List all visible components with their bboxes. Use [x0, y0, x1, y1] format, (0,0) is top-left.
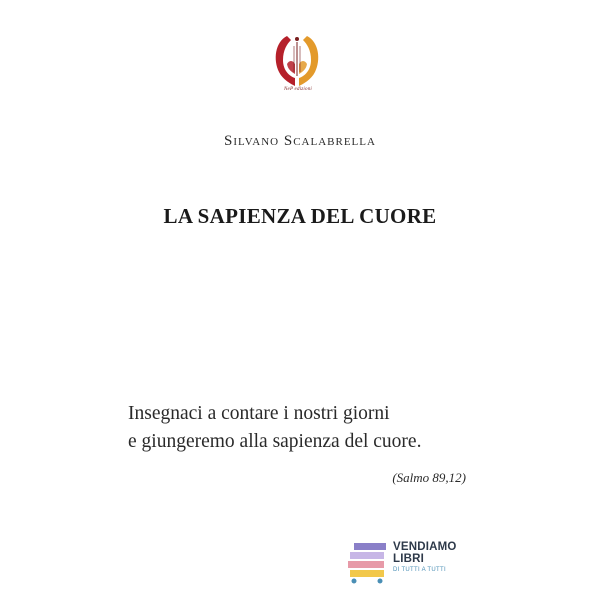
publisher-caption: NeP edizioni: [283, 87, 312, 92]
epigraph-line-2: e giungeremo alla sapienza del cuore.: [128, 431, 422, 452]
vendiamo-libri-badge: [346, 537, 456, 587]
lyre-hands-logo-icon: [265, 30, 329, 94]
badge-text: [393, 541, 457, 573]
epigraph: [128, 400, 478, 456]
logo-right-half: [299, 36, 318, 86]
badge-line-tagline: DI TUTTI A TUTTI: [393, 567, 446, 573]
epigraph-citation: (Salmo 89,12): [392, 470, 466, 485]
badge-line-libri: LIBRI: [393, 553, 425, 565]
book-title: LA SAPIENZA DEL CUORE: [163, 204, 437, 228]
author-name: Silvano Scalabrella: [224, 133, 376, 149]
epigraph-line-1: Insegnaci a contare i nostri giorni: [128, 403, 390, 424]
badge-line-vendiamo: VENDIAMO: [393, 541, 457, 553]
book-stack-icon: [346, 541, 392, 585]
logo-left-half: [276, 36, 295, 86]
